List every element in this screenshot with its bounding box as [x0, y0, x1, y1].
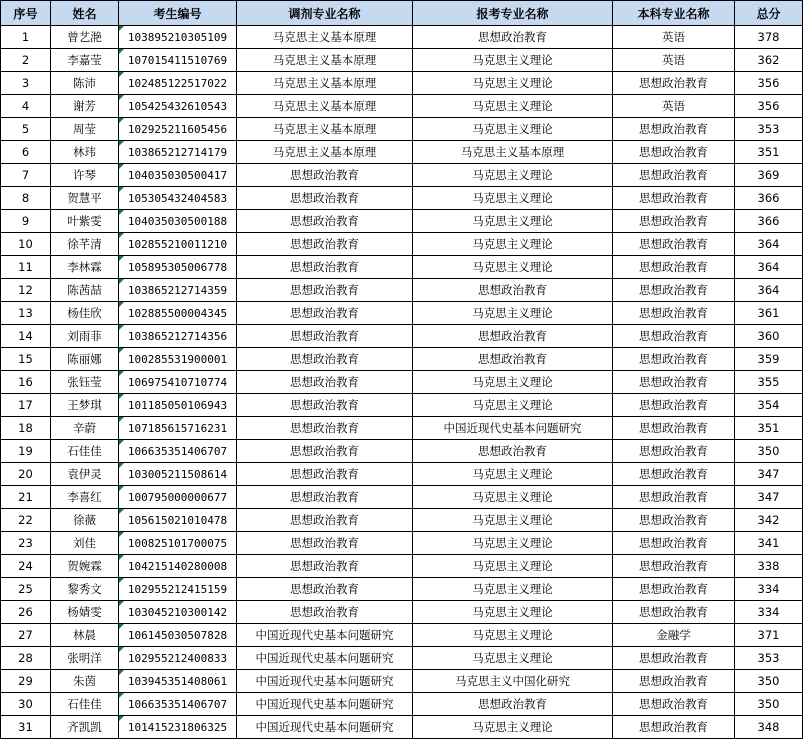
cell-name: 林晨 — [51, 624, 119, 647]
cell-exam-id: 107015411510769 — [119, 49, 237, 72]
cell-total-score: 364 — [735, 279, 803, 302]
cell-applied-major: 马克思主义理论 — [413, 95, 613, 118]
cell-exam-id: 106145030507828 — [119, 624, 237, 647]
table-row — [1, 486, 803, 509]
cell-adjusted-major: 思想政治教育 — [237, 256, 413, 279]
table-row — [1, 716, 803, 739]
cell-undergrad-major: 思想政治教育 — [613, 578, 735, 601]
cell-undergrad-major: 思想政治教育 — [613, 716, 735, 739]
table-row — [1, 72, 803, 95]
cell-adjusted-major: 思想政治教育 — [237, 371, 413, 394]
table-row — [1, 371, 803, 394]
cell-adjusted-major: 思想政治教育 — [237, 578, 413, 601]
cell-seq: 11 — [1, 256, 51, 279]
cell-name: 石佳佳 — [51, 440, 119, 463]
cell-applied-major: 马克思主义理论 — [413, 509, 613, 532]
cell-adjusted-major: 马克思主义基本原理 — [237, 141, 413, 164]
cell-seq: 20 — [1, 463, 51, 486]
table-row — [1, 578, 803, 601]
cell-seq: 25 — [1, 578, 51, 601]
cell-name: 杨佳欣 — [51, 302, 119, 325]
cell-exam-id: 101185050106943 — [119, 394, 237, 417]
cell-undergrad-major: 思想政治教育 — [613, 256, 735, 279]
table-row — [1, 394, 803, 417]
table-row — [1, 670, 803, 693]
cell-total-score: 338 — [735, 555, 803, 578]
table-row — [1, 279, 803, 302]
cell-undergrad-major: 思想政治教育 — [613, 279, 735, 302]
table-body — [1, 26, 803, 739]
header-row — [1, 1, 803, 26]
cell-applied-major: 马克思主义理论 — [413, 486, 613, 509]
cell-adjusted-major: 马克思主义基本原理 — [237, 72, 413, 95]
cell-name: 曾艺滟 — [51, 26, 119, 49]
cell-seq: 24 — [1, 555, 51, 578]
table-row — [1, 463, 803, 486]
cell-total-score: 350 — [735, 440, 803, 463]
cell-seq: 6 — [1, 141, 51, 164]
cell-total-score: 360 — [735, 325, 803, 348]
cell-total-score: 341 — [735, 532, 803, 555]
cell-total-score: 356 — [735, 95, 803, 118]
cell-total-score: 342 — [735, 509, 803, 532]
cell-applied-major: 马克思主义理论 — [413, 72, 613, 95]
cell-name: 张明洋 — [51, 647, 119, 670]
cell-undergrad-major: 思想政治教育 — [613, 187, 735, 210]
cell-exam-id: 103865212714359 — [119, 279, 237, 302]
cell-seq: 3 — [1, 72, 51, 95]
cell-adjusted-major: 思想政治教育 — [237, 302, 413, 325]
table-row — [1, 555, 803, 578]
table-row — [1, 624, 803, 647]
cell-undergrad-major: 思想政治教育 — [613, 348, 735, 371]
cell-undergrad-major: 思想政治教育 — [613, 417, 735, 440]
cell-exam-id: 103895210305109 — [119, 26, 237, 49]
cell-applied-major: 马克思主义理论 — [413, 601, 613, 624]
cell-adjusted-major: 思想政治教育 — [237, 440, 413, 463]
cell-applied-major: 马克思主义理论 — [413, 463, 613, 486]
cell-exam-id: 105305432404583 — [119, 187, 237, 210]
cell-applied-major: 思想政治教育 — [413, 325, 613, 348]
cell-undergrad-major: 思想政治教育 — [613, 394, 735, 417]
cell-total-score: 366 — [735, 210, 803, 233]
cell-total-score: 334 — [735, 601, 803, 624]
table-row — [1, 417, 803, 440]
cell-seq: 10 — [1, 233, 51, 256]
cell-name: 许琴 — [51, 164, 119, 187]
cell-adjusted-major: 中国近现代史基本问题研究 — [237, 670, 413, 693]
cell-adjusted-major: 中国近现代史基本问题研究 — [237, 693, 413, 716]
cell-total-score: 348 — [735, 716, 803, 739]
cell-applied-major: 马克思主义理论 — [413, 164, 613, 187]
cell-applied-major: 思想政治教育 — [413, 348, 613, 371]
cell-undergrad-major: 金融学 — [613, 624, 735, 647]
cell-applied-major: 马克思主义中国化研究 — [413, 670, 613, 693]
cell-total-score: 350 — [735, 693, 803, 716]
cell-total-score: 353 — [735, 647, 803, 670]
cell-total-score: 371 — [735, 624, 803, 647]
cell-total-score: 364 — [735, 256, 803, 279]
cell-adjusted-major: 思想政治教育 — [237, 463, 413, 486]
cell-applied-major: 思想政治教育 — [413, 440, 613, 463]
cell-total-score: 355 — [735, 371, 803, 394]
cell-applied-major: 马克思主义理论 — [413, 716, 613, 739]
cell-exam-id: 103865212714356 — [119, 325, 237, 348]
cell-undergrad-major: 思想政治教育 — [613, 164, 735, 187]
cell-undergrad-major: 思想政治教育 — [613, 670, 735, 693]
cell-total-score: 351 — [735, 141, 803, 164]
table-row — [1, 26, 803, 49]
table-row — [1, 440, 803, 463]
header-exam-id: 考生编号 — [119, 1, 237, 26]
cell-name: 陈丽娜 — [51, 348, 119, 371]
cell-undergrad-major: 英语 — [613, 49, 735, 72]
cell-exam-id: 107185615716231 — [119, 417, 237, 440]
cell-adjusted-major: 思想政治教育 — [237, 394, 413, 417]
cell-total-score: 334 — [735, 578, 803, 601]
cell-undergrad-major: 思想政治教育 — [613, 325, 735, 348]
cell-seq: 13 — [1, 302, 51, 325]
cell-adjusted-major: 思想政治教育 — [237, 486, 413, 509]
table-row — [1, 164, 803, 187]
table-row — [1, 210, 803, 233]
table-row — [1, 49, 803, 72]
cell-exam-id: 102855210011210 — [119, 233, 237, 256]
cell-name: 齐凯凯 — [51, 716, 119, 739]
cell-adjusted-major: 思想政治教育 — [237, 210, 413, 233]
cell-name: 林玮 — [51, 141, 119, 164]
cell-exam-id: 106975410710774 — [119, 371, 237, 394]
cell-total-score: 366 — [735, 187, 803, 210]
header-undergrad-major: 本科专业名称 — [613, 1, 735, 26]
cell-name: 陈沛 — [51, 72, 119, 95]
cell-adjusted-major: 中国近现代史基本问题研究 — [237, 624, 413, 647]
cell-adjusted-major: 马克思主义基本原理 — [237, 26, 413, 49]
cell-applied-major: 马克思主义理论 — [413, 624, 613, 647]
cell-seq: 18 — [1, 417, 51, 440]
cell-undergrad-major: 英语 — [613, 26, 735, 49]
cell-applied-major: 马克思主义理论 — [413, 118, 613, 141]
cell-exam-id: 100795000000677 — [119, 486, 237, 509]
cell-applied-major: 马克思主义理论 — [413, 371, 613, 394]
cell-name: 徐芊清 — [51, 233, 119, 256]
cell-undergrad-major: 思想政治教育 — [613, 302, 735, 325]
cell-name: 辛蔚 — [51, 417, 119, 440]
cell-adjusted-major: 中国近现代史基本问题研究 — [237, 716, 413, 739]
cell-undergrad-major: 思想政治教育 — [613, 509, 735, 532]
cell-seq: 26 — [1, 601, 51, 624]
cell-name: 朱茵 — [51, 670, 119, 693]
cell-adjusted-major: 思想政治教育 — [237, 417, 413, 440]
cell-name: 杨婧雯 — [51, 601, 119, 624]
cell-applied-major: 思想政治教育 — [413, 26, 613, 49]
cell-undergrad-major: 思想政治教育 — [613, 440, 735, 463]
cell-seq: 30 — [1, 693, 51, 716]
cell-adjusted-major: 马克思主义基本原理 — [237, 95, 413, 118]
cell-exam-id: 103945351408061 — [119, 670, 237, 693]
cell-name: 袁伊灵 — [51, 463, 119, 486]
cell-seq: 8 — [1, 187, 51, 210]
cell-exam-id: 103865212714179 — [119, 141, 237, 164]
cell-name: 谢芳 — [51, 95, 119, 118]
cell-adjusted-major: 中国近现代史基本问题研究 — [237, 647, 413, 670]
cell-total-score: 361 — [735, 302, 803, 325]
cell-total-score: 362 — [735, 49, 803, 72]
header-seq: 序号 — [1, 1, 51, 26]
table-row — [1, 647, 803, 670]
cell-name: 贺慧平 — [51, 187, 119, 210]
cell-total-score: 364 — [735, 233, 803, 256]
cell-applied-major: 马克思主义理论 — [413, 256, 613, 279]
cell-adjusted-major: 思想政治教育 — [237, 532, 413, 555]
table-row — [1, 532, 803, 555]
cell-name: 周莹 — [51, 118, 119, 141]
cell-name: 刘佳 — [51, 532, 119, 555]
cell-exam-id: 100285531900001 — [119, 348, 237, 371]
cell-applied-major: 马克思主义理论 — [413, 394, 613, 417]
cell-applied-major: 马克思主义理论 — [413, 578, 613, 601]
cell-undergrad-major: 思想政治教育 — [613, 141, 735, 164]
cell-applied-major: 中国近现代史基本问题研究 — [413, 417, 613, 440]
cell-undergrad-major: 思想政治教育 — [613, 693, 735, 716]
cell-seq: 21 — [1, 486, 51, 509]
cell-exam-id: 102955212400833 — [119, 647, 237, 670]
table-row — [1, 118, 803, 141]
cell-undergrad-major: 思想政治教育 — [613, 532, 735, 555]
cell-name: 李嘉莹 — [51, 49, 119, 72]
table-row — [1, 187, 803, 210]
cell-exam-id: 105425432610543 — [119, 95, 237, 118]
cell-undergrad-major: 思想政治教育 — [613, 371, 735, 394]
cell-applied-major: 思想政治教育 — [413, 693, 613, 716]
cell-adjusted-major: 思想政治教育 — [237, 325, 413, 348]
cell-undergrad-major: 思想政治教育 — [613, 601, 735, 624]
cell-seq: 23 — [1, 532, 51, 555]
cell-undergrad-major: 思想政治教育 — [613, 233, 735, 256]
table-row — [1, 601, 803, 624]
table-row — [1, 348, 803, 371]
table-row — [1, 256, 803, 279]
cell-undergrad-major: 思想政治教育 — [613, 210, 735, 233]
cell-name: 李喜红 — [51, 486, 119, 509]
cell-seq: 9 — [1, 210, 51, 233]
cell-applied-major: 马克思主义理论 — [413, 233, 613, 256]
cell-undergrad-major: 思想政治教育 — [613, 486, 735, 509]
cell-seq: 12 — [1, 279, 51, 302]
cell-total-score: 351 — [735, 417, 803, 440]
cell-exam-id: 104035030500188 — [119, 210, 237, 233]
cell-applied-major: 马克思主义理论 — [413, 210, 613, 233]
header-adjusted-major: 调剂专业名称 — [237, 1, 413, 26]
cell-undergrad-major: 思想政治教育 — [613, 647, 735, 670]
cell-adjusted-major: 思想政治教育 — [237, 348, 413, 371]
cell-adjusted-major: 思想政治教育 — [237, 279, 413, 302]
table-header — [1, 1, 803, 26]
cell-undergrad-major: 思想政治教育 — [613, 555, 735, 578]
cell-total-score: 356 — [735, 72, 803, 95]
cell-undergrad-major: 思想政治教育 — [613, 463, 735, 486]
cell-seq: 17 — [1, 394, 51, 417]
cell-seq: 19 — [1, 440, 51, 463]
cell-applied-major: 马克思主义理论 — [413, 49, 613, 72]
cell-name: 张钰莹 — [51, 371, 119, 394]
cell-applied-major: 马克思主义基本原理 — [413, 141, 613, 164]
table-row — [1, 693, 803, 716]
cell-exam-id: 102955212415159 — [119, 578, 237, 601]
cell-exam-id: 105615021010478 — [119, 509, 237, 532]
table-row — [1, 233, 803, 256]
cell-total-score: 353 — [735, 118, 803, 141]
cell-total-score: 359 — [735, 348, 803, 371]
cell-name: 王梦琪 — [51, 394, 119, 417]
cell-applied-major: 马克思主义理论 — [413, 187, 613, 210]
cell-total-score: 347 — [735, 463, 803, 486]
cell-adjusted-major: 思想政治教育 — [237, 601, 413, 624]
cell-exam-id: 104035030500417 — [119, 164, 237, 187]
cell-exam-id: 105895305006778 — [119, 256, 237, 279]
cell-exam-id: 104215140280008 — [119, 555, 237, 578]
cell-seq: 29 — [1, 670, 51, 693]
cell-seq: 22 — [1, 509, 51, 532]
cell-undergrad-major: 英语 — [613, 95, 735, 118]
cell-seq: 14 — [1, 325, 51, 348]
cell-total-score: 378 — [735, 26, 803, 49]
cell-seq: 2 — [1, 49, 51, 72]
cell-name: 陈茜喆 — [51, 279, 119, 302]
cell-exam-id: 102925211605456 — [119, 118, 237, 141]
cell-adjusted-major: 思想政治教育 — [237, 164, 413, 187]
cell-name: 石佳佳 — [51, 693, 119, 716]
cell-exam-id: 103045210300142 — [119, 601, 237, 624]
cell-seq: 27 — [1, 624, 51, 647]
cell-seq: 31 — [1, 716, 51, 739]
cell-adjusted-major: 马克思主义基本原理 — [237, 49, 413, 72]
cell-exam-id: 102885500004345 — [119, 302, 237, 325]
cell-exam-id: 101415231806325 — [119, 716, 237, 739]
cell-name: 刘雨菲 — [51, 325, 119, 348]
cell-undergrad-major: 思想政治教育 — [613, 72, 735, 95]
cell-exam-id: 103005211508614 — [119, 463, 237, 486]
cell-adjusted-major: 思想政治教育 — [237, 187, 413, 210]
cell-adjusted-major: 思想政治教育 — [237, 509, 413, 532]
cell-seq: 28 — [1, 647, 51, 670]
cell-applied-major: 马克思主义理论 — [413, 532, 613, 555]
cell-exam-id: 100825101700075 — [119, 532, 237, 555]
header-total-score: 总分 — [735, 1, 803, 26]
table-row — [1, 509, 803, 532]
cell-exam-id: 106635351406707 — [119, 693, 237, 716]
cell-seq: 16 — [1, 371, 51, 394]
cell-name: 黎秀文 — [51, 578, 119, 601]
cell-adjusted-major: 马克思主义基本原理 — [237, 118, 413, 141]
cell-seq: 15 — [1, 348, 51, 371]
table-row — [1, 141, 803, 164]
cell-total-score: 369 — [735, 164, 803, 187]
cell-total-score: 350 — [735, 670, 803, 693]
cell-seq: 7 — [1, 164, 51, 187]
header-name: 姓名 — [51, 1, 119, 26]
cell-exam-id: 102485122517022 — [119, 72, 237, 95]
cell-total-score: 354 — [735, 394, 803, 417]
table-row — [1, 95, 803, 118]
cell-seq: 1 — [1, 26, 51, 49]
table-row — [1, 302, 803, 325]
cell-seq: 4 — [1, 95, 51, 118]
table-row — [1, 325, 803, 348]
cell-applied-major: 马克思主义理论 — [413, 555, 613, 578]
cell-seq: 5 — [1, 118, 51, 141]
cell-name: 李林霖 — [51, 256, 119, 279]
cell-exam-id: 106635351406707 — [119, 440, 237, 463]
cell-applied-major: 马克思主义理论 — [413, 302, 613, 325]
cell-name: 叶紫雯 — [51, 210, 119, 233]
cell-adjusted-major: 思想政治教育 — [237, 233, 413, 256]
cell-applied-major: 思想政治教育 — [413, 279, 613, 302]
cell-undergrad-major: 思想政治教育 — [613, 118, 735, 141]
cell-name: 徐薇 — [51, 509, 119, 532]
cell-applied-major: 马克思主义理论 — [413, 647, 613, 670]
header-applied-major: 报考专业名称 — [413, 1, 613, 26]
cell-adjusted-major: 思想政治教育 — [237, 555, 413, 578]
cell-name: 贺婉霖 — [51, 555, 119, 578]
cell-total-score: 347 — [735, 486, 803, 509]
